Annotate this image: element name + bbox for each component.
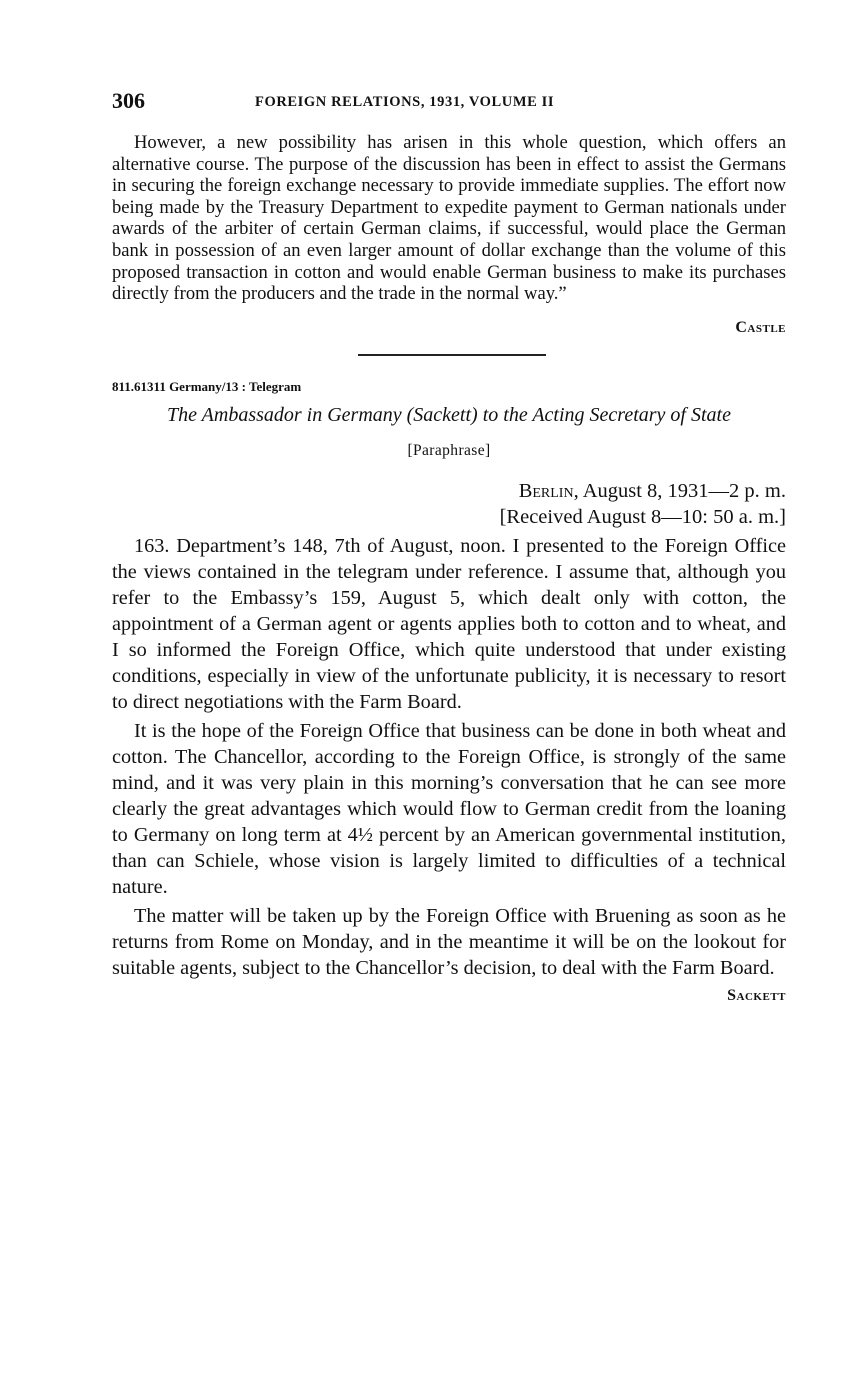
place-name: Berlin	[518, 479, 574, 502]
signature-sackett: Sackett	[727, 986, 786, 1004]
file-reference: 811.61311 Germany/13 : Telegram	[112, 378, 302, 394]
paraphrase-note: [Paraphrase]	[407, 441, 491, 459]
running-title: FOREIGN RELATIONS, 1931, VOLUME II	[255, 94, 555, 110]
document-page	[112, 88, 786, 1005]
running-header	[112, 88, 786, 122]
body-paragraph: The matter will be taken up by the Foreign Office with Bruening as soon as he returns from Rome on Monday, and in the meantime it will be on the lookout for suitable agents, subject to the Chancellor’s decision, to deal with the Farm Board.	[112, 904, 786, 979]
body-paragraph: It is the hope of the Foreign Office that business can be done in both wheat and cotton. The Chancellor, according to the Foreign Office, is strongly of the same mind, and it was very plain in this morning’s conversation that he can see more clearly the great advantages which would flow to German credit from the loaning to Germany on long term at 4½ percent by an American governmental institution, than can Schiele, whose vision is largely limited to difficulties of a technical nature.	[112, 719, 786, 898]
signature-castle: Castle	[735, 318, 786, 336]
page-number: 306	[112, 88, 145, 113]
document-title: The Ambassador in Germany (Sackett) to the Acting Secretary of State	[167, 403, 731, 426]
continuation-paragraph: However, a new possibility has arisen in this whole question, which offers an alternative course. The purpose of the discussion has been in effect to assist the Germans in securing the foreign exchange necessary to provide immediate supplies. The effort now being made by the Treasury Department to expedite payment to German nationals under awards of the arbiter of certain German claims, if successful, would place the German bank in possession of an even larger amount of dollar exchange than the volume of this proposed transaction in cotton and would enable German business to make its purchases directly from the producers and the trade in the normal way.”	[112, 132, 786, 305]
date-received: [Received August 8—10: 50 a. m.]	[499, 505, 786, 528]
date-text: , August 8, 1931—2 p. m.	[573, 479, 786, 502]
body-paragraph: 163. Department’s 148, 7th of August, noon. I presented to the Foreign Office the views contained in the telegram under reference. I assume that, although you refer to the Embassy’s 159, August 5, which dealt only with cotton, the appointment of a German agent or agents applies both to cotton and to wheat, and I so informed the Foreign Office, which quite understood that under existing conditions, especially in view of the unfortunate publicity, it is necessary to resort to direct negotiations with the Farm Board.	[112, 534, 786, 713]
dateline	[112, 478, 786, 530]
date-sent	[112, 478, 786, 504]
section-divider	[358, 354, 546, 356]
